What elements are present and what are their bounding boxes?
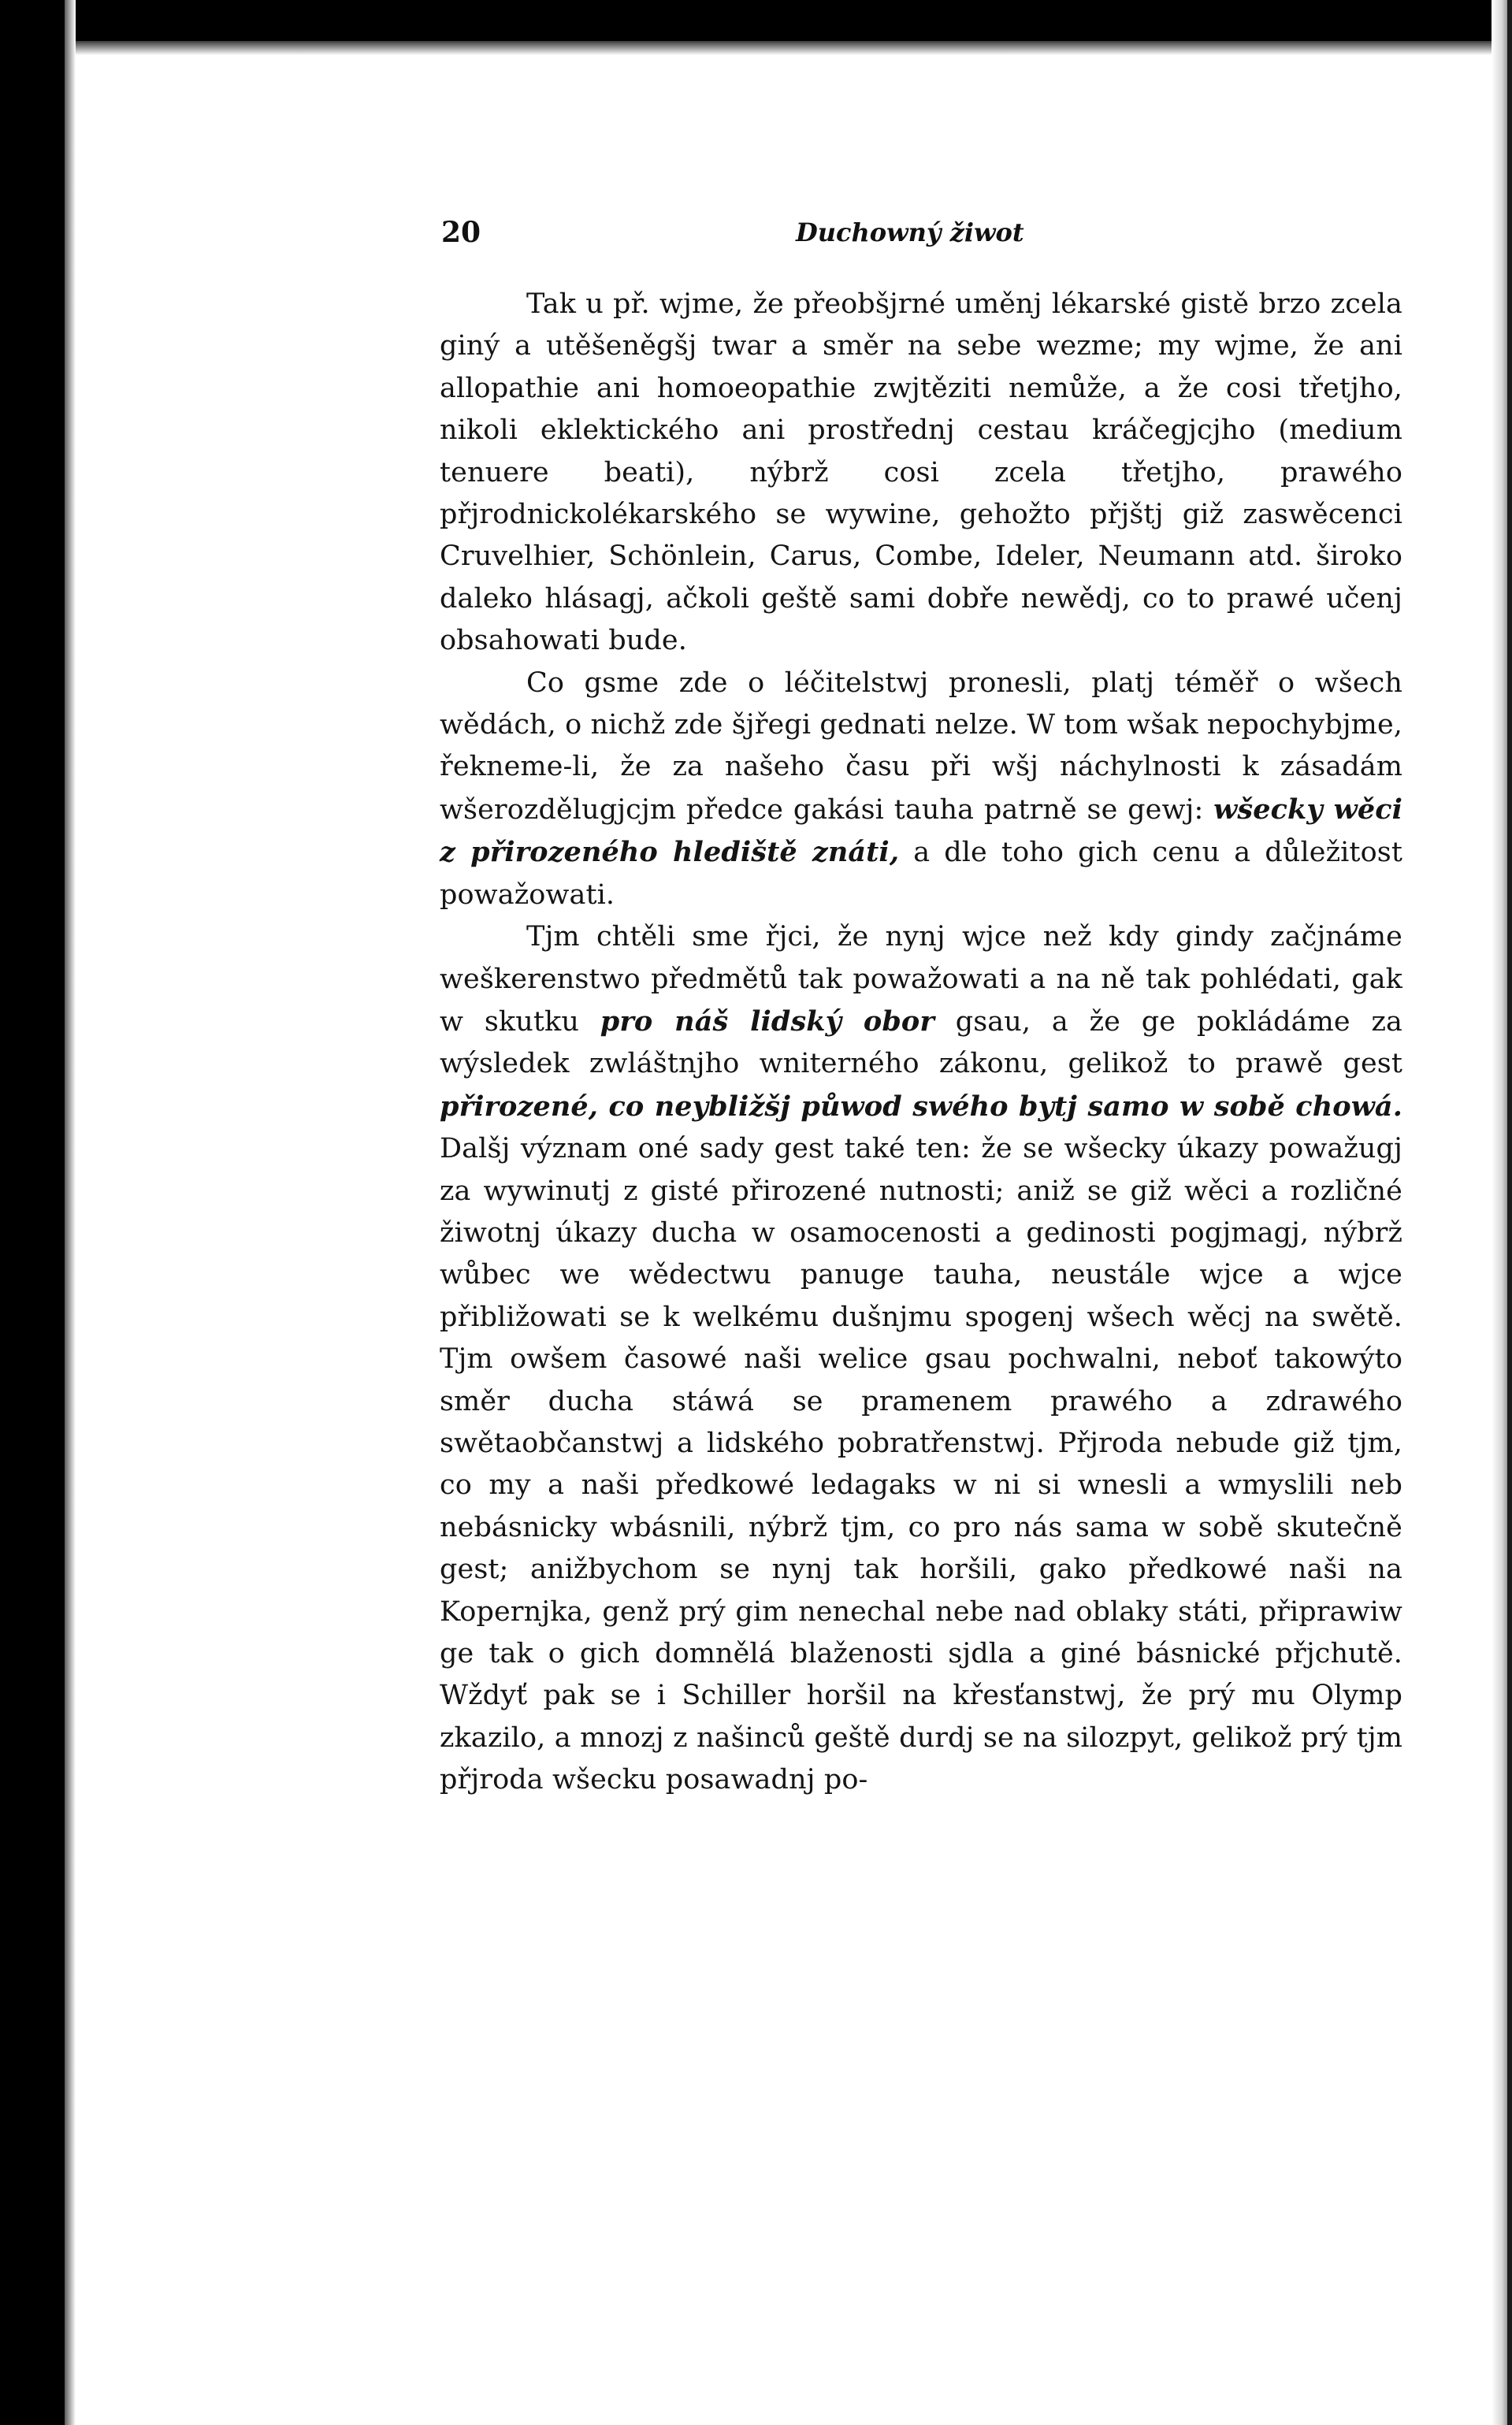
emphasized-text: pro náš lidský obor xyxy=(600,1005,934,1038)
running-title: Duchowný žiwot xyxy=(796,217,1024,247)
paragraph xyxy=(440,284,1402,663)
scan-border-left xyxy=(0,0,65,2425)
paragraph-text: Tak u př. wjme, že přeobšjrné uměnj lékarské gistě brzo zcela giný a utěšeněgšj twar a směr na sebe wezme; my wjme, že ani allopathie ani homoeopathie zwjtěziti nemůže, a že cosi třetjho, nikoli eklektického ani prostřednj cestau kráčegjcjho (medium tenuere beati), nýbrž cosi zcela třetjho, prawého přjrodnickolékarského se wywine, gehožto přjštj giž zaswěcenci Cruvelhier, Schönlein, Carus, Combe, Ideler, Neumann atd. široko daleko hlásagj, ačkoli geště sami dobře newědj, co to prawé učenj obsahowati bude. xyxy=(440,288,1402,657)
paragraph-text: gsau, a že ge pokládáme za wýsledek zwláštnjho wniterného zákonu, gelikož to prawě gest xyxy=(440,1005,1402,1080)
paragraph-text: a dle toho gich cenu a důležitost powažowati. xyxy=(440,837,1402,911)
emphasized-text: wšecky wěci z přirozeného hlediště znáti, xyxy=(440,793,1403,869)
paragraph xyxy=(440,916,1402,1802)
body-text xyxy=(440,284,1402,1802)
paragraph xyxy=(440,663,1402,916)
page-header xyxy=(441,216,1410,263)
paragraph-text: Tjm chtěli sme řjci, že nynj wjce než kdy gindy začjnáme weškerenstwo předmětů tak powažowati a na ně tak pohlédati, gak w skutku xyxy=(440,921,1402,1038)
scan-shadow-left xyxy=(65,0,76,2425)
emphasized-text: přirozené, co neybližšj půwod swého bytj samo w sobě chowá. xyxy=(440,1090,1402,1123)
paragraph-text: Dalšj význam oné sady gest také ten: že se wšecky úkazy powažugj za wywinutj z gisté přirozené nutnosti; aniž se giž wěci a rozličné žiwotnj úkazy ducha w osamocenosti a gedinosti pogjmagj, nýbrž wůbec we wědectwu panuge tauha, neustále wjce a wjce přibližowati se k welkému dušnjmu spogenj wšech wěcj na swětě. Tjm owšem časowé naši welice gsau pochwalni, neboť takowýto směr ducha stáwá se pramenem prawého a zdrawého swětaobčanstwj a lidského pobratřenstwj. Přjroda nebude giž tjm, co my a naši předkowé ledagaks w ni si wnesli a wmyslili neb nebásnicky wbásnili, nýbrž tjm, co pro nás sama w sobě skutečně gest; anižbychom se nynj tak horšili, gako předkowé naši na Kopernjka, genž prý gim nenechal nebe nad oblaky státi, připrawiw ge tak o gich domnělá blaženosti sjdla a giné básnické přjchutě. Wždyť pak se i Schiller horšil na křesťanstwj, že prý mu Olymp zkazilo, a mnozj z našinců geště durdj se na silozpyt, gelikož prý tjm přjroda wšecku posawadnj po- xyxy=(440,1133,1402,1796)
scan-border-top xyxy=(0,0,1512,41)
paragraph-text: Co gsme zde o léčitelstwj pronesli, platj téměř o wšech wědách, o nichž zde šjřegi gednati nelze. W tom wšak nepochybjme, řekneme-li, že za našeho času při wšj náchylnosti k zásadám wšerozdělugjcjm předce gakási tauha patrně se gewj: xyxy=(440,667,1402,826)
page-number: 20 xyxy=(441,216,481,249)
scan-border-right xyxy=(1507,0,1512,2425)
scan-shadow-top xyxy=(65,41,1512,55)
